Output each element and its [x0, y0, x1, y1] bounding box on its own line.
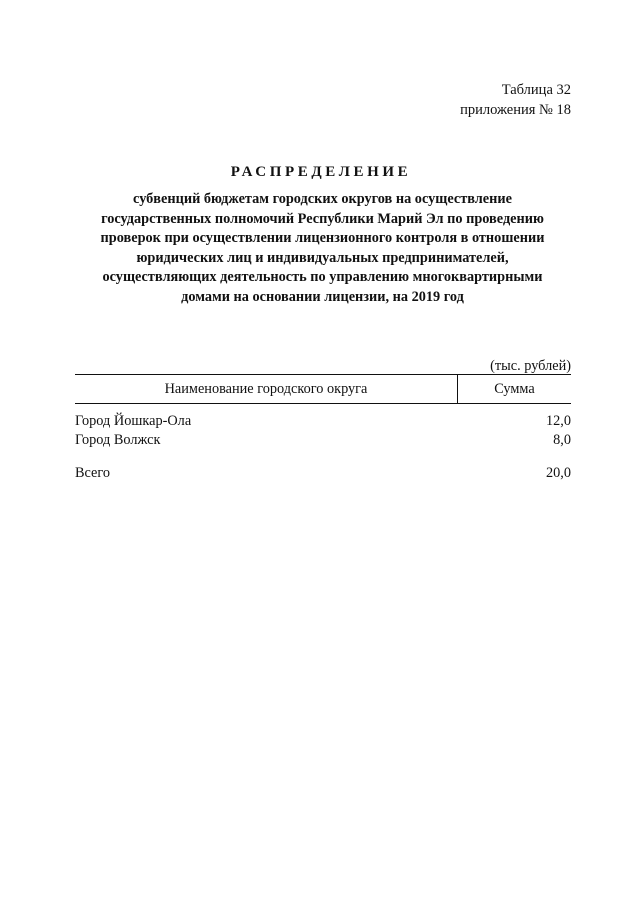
units-label: (тыс. рублей)	[490, 358, 571, 374]
document-title: РАСПРЕДЕЛЕНИЕ	[230, 164, 412, 180]
total-label: Всего	[75, 465, 111, 481]
table-row	[75, 412, 571, 431]
subtitle-line: юридических лиц и индивидуальных предпринимателей,	[136, 249, 509, 266]
column-header-name: Наименование городского округа	[75, 375, 458, 403]
total-row	[75, 464, 571, 483]
row-amount: 12,0	[545, 413, 571, 429]
subtitle-line: государственных полномочий Республики Марий Эл по проведению	[101, 210, 544, 227]
subtitle-line: субвенций бюджетам городских округов на осуществление	[133, 191, 512, 207]
table-body	[75, 412, 571, 483]
document-reference	[460, 80, 571, 120]
distribution-table	[75, 374, 571, 483]
subtitle-line: осуществляющих деятельность по управлению многоквартирными	[102, 269, 543, 286]
row-amount: 8,0	[553, 432, 571, 448]
row-name: Город Волжск	[75, 432, 161, 448]
appendix-number: приложения № 18	[460, 102, 571, 118]
column-header-amount: Сумма	[494, 381, 535, 397]
subtitle-line: домами на основании лицензии, на 2019 год	[181, 288, 464, 305]
table-number: Таблица 32	[501, 82, 571, 98]
table-header	[75, 374, 571, 404]
subtitle-line: проверок при осуществлении лицензионного контроля в отношении	[100, 230, 545, 247]
table-row	[75, 431, 571, 450]
document-subtitle	[75, 190, 570, 308]
row-name: Город Йошкар-Ола	[75, 413, 192, 429]
total-amount: 20,0	[545, 465, 571, 481]
